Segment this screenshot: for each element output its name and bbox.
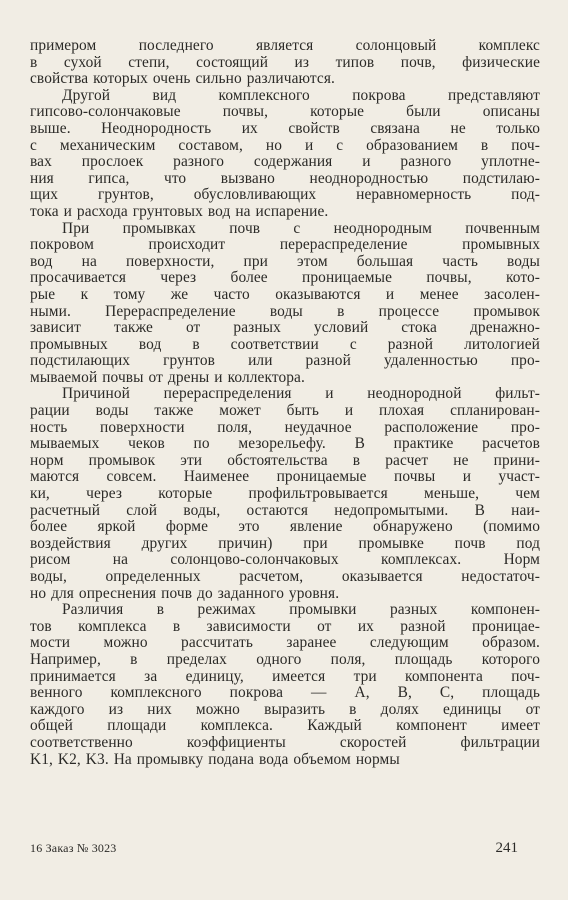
text-line: просачивается через более проницаемые почвы, кото- (30, 269, 540, 287)
text-line: рации воды также может быть и плохая спланирован- (30, 402, 540, 420)
text-line: ки, через которые профильтровывается меньше, чем (30, 485, 540, 503)
text-line: воды, определенных расчетом, оказывается недостаточ- (30, 568, 540, 585)
text-line: ния гипса, что вызвано неоднородностью подстилаю- (30, 169, 540, 187)
text-line: общей площади комплекса. Каждый компонент имеет (30, 717, 540, 735)
paragraph (30, 88, 540, 221)
text-line: венного комплексного покрова — A, B, C, площадь (30, 684, 540, 702)
text-line: свойства которых очень сильно различаются. (30, 70, 335, 88)
text-line: ными. Перераспределение воды в процессе промывок (30, 302, 540, 320)
page-footer (30, 838, 540, 858)
text-line: вод на поверхности, при этом большая часть воды (30, 252, 540, 270)
page-number: 241 (495, 840, 518, 856)
text-line: воздействия других причин) при промывке почв под (30, 534, 540, 552)
text-line: выше. Неоднородность их свойств связана не только (30, 119, 540, 137)
text-line: При промывках почв с неоднородным почвенным (62, 219, 540, 237)
text-line: зависит также от разных условий стока дренажно- (30, 319, 540, 337)
text-line: ность поверхности поля, неудачное расположение про- (30, 418, 540, 436)
text-line: вах прослоек разного содержания и разного уплотне- (30, 153, 540, 171)
text-line: каждого из них можно выразить в долях единицы от (30, 700, 540, 718)
text-line: но для опреснения почв до заданного уровня. (30, 584, 340, 602)
text-line: более яркой форме это явление обнаружено (помимо (30, 518, 540, 536)
printer-signature: 16 Заказ № 3023 (30, 841, 117, 855)
text-line: мываемой почвы от дрены и коллектора. (30, 368, 305, 386)
text-line: в сухой степи, состоящий из типов почв, физические (30, 53, 540, 71)
text-line: гипсово-солончаковые почвы, которые были описаны (30, 103, 540, 121)
paragraph (30, 38, 540, 88)
text-line: расчетный слой воды, остаются недопромытыми. В наи- (30, 501, 540, 519)
text-line: Другой вид комплексного покрова представляют (62, 86, 540, 104)
text-line: тов комплекса в зависимости от их разной проницае- (30, 617, 540, 635)
paragraph (30, 602, 540, 768)
text-line: Например, в пределах одного поля, площадь которого (30, 650, 540, 668)
text-line: покровом происходит перераспределение промывных (30, 236, 540, 254)
text-line: промывных вод в соответствии с разной литологией (30, 335, 540, 353)
page-body (30, 38, 540, 888)
text-line: с механическим составом, но и с образованием в поч- (30, 136, 540, 154)
text-line: Причиной перераспределения и неоднородной фильт- (62, 385, 540, 403)
text-line: Различия в режимах промывки разных компонен- (62, 601, 540, 619)
text-line: примером последнего является солонцовый комплекс (30, 37, 540, 54)
text-line: рые к тому же часто оказываются и менее засолен- (30, 285, 540, 303)
paragraph (30, 221, 540, 387)
text-line: принимается за единицу, имеется три компонента поч- (30, 667, 540, 685)
text-line: щих грунтов, обусловливающих неравномерность под- (30, 186, 540, 204)
text-line: мости можно рассчитать заранее следующим образом. (30, 634, 540, 652)
text-line: мываемых чеков по мезорельефу. В практике расчетов (30, 435, 540, 453)
text-line: рисом на солонцово-солончаковых комплексах. Норм (30, 551, 540, 569)
text-line: K1, K2, K3. На промывку подана вода объемом нормы (30, 750, 400, 768)
text-line: подстилающих грунтов или разной удаленностью про- (30, 352, 540, 370)
paragraph (30, 386, 540, 602)
text-flow (30, 38, 540, 768)
text-line: тока и расхода грунтовых вод на испарение. (30, 202, 329, 220)
text-line: норм промывок эти обстоятельства в расчет не прини- (30, 451, 540, 469)
text-line: соответственно коэффициенты скоростей фильтрации (30, 733, 540, 751)
text-line: маются совсем. Наименее проницаемые почвы и участ- (30, 468, 540, 486)
